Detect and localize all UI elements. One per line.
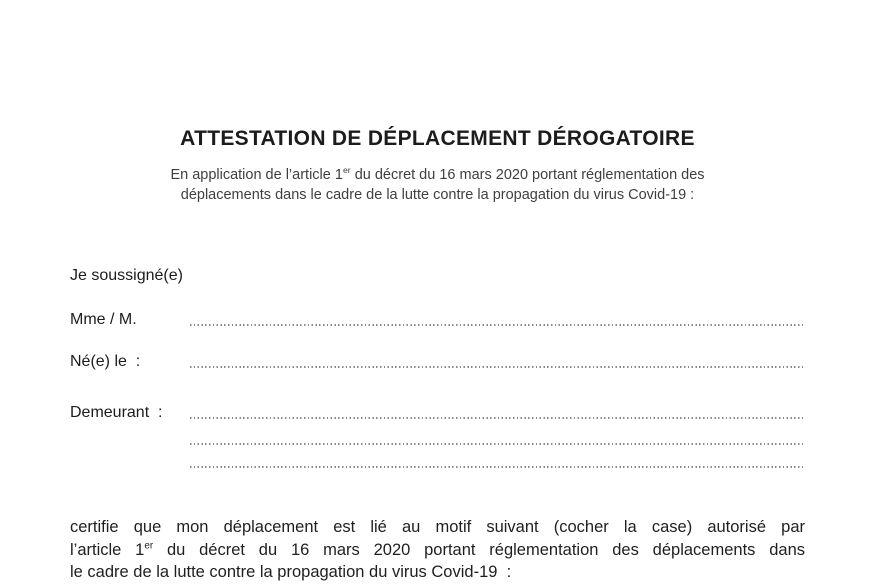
- certification-text-continued: du décret du 16 mars 2020 portant réglementation des déplacements dans: [153, 540, 805, 559]
- field-row-name: [70, 310, 805, 329]
- field-label-demeurant: Demeurant :: [70, 404, 163, 421]
- certification-text: l’article 1: [70, 540, 145, 559]
- certification-line-3: le cadre de la lutte contre la propagation du virus Covid-19 :: [70, 563, 512, 581]
- subtitle-superscript-er: er: [342, 165, 351, 176]
- subtitle-line-2: déplacements dans le cadre de la lutte contre la propagation du virus Covid-19 :: [180, 187, 695, 203]
- certification-superscript-er: er: [144, 540, 154, 551]
- birthdate-blank-line: [190, 366, 805, 368]
- subtitle-line-1: [98, 165, 778, 185]
- address-blank-line-2: [190, 443, 805, 445]
- address-blank-line-1: [190, 417, 805, 419]
- certification-line-2: [70, 539, 805, 562]
- certification-paragraph: [70, 516, 805, 584]
- field-label-mme-m: Mme / M.: [70, 311, 137, 328]
- intro-je-soussigne: Je soussigné(e): [70, 267, 183, 284]
- subtitle-text: En application de l’article 1: [170, 167, 343, 183]
- document-title: ATTESTATION DE DÉPLACEMENT DÉROGATOIRE: [180, 127, 695, 150]
- name-blank-line: [190, 324, 805, 326]
- certification-line-1: certifie que mon déplacement est lié au motif suivant (cocher la case) autorisé par: [70, 518, 805, 536]
- field-row-address: [70, 403, 805, 422]
- field-label-ne-le: Né(e) le :: [70, 353, 141, 370]
- subtitle-text-continued: du décret du 16 mars 2020 portant réglementation des: [350, 167, 705, 183]
- address-blank-line-3: [190, 466, 805, 468]
- document-subtitle: [98, 165, 778, 205]
- field-row-birthdate: [70, 352, 805, 371]
